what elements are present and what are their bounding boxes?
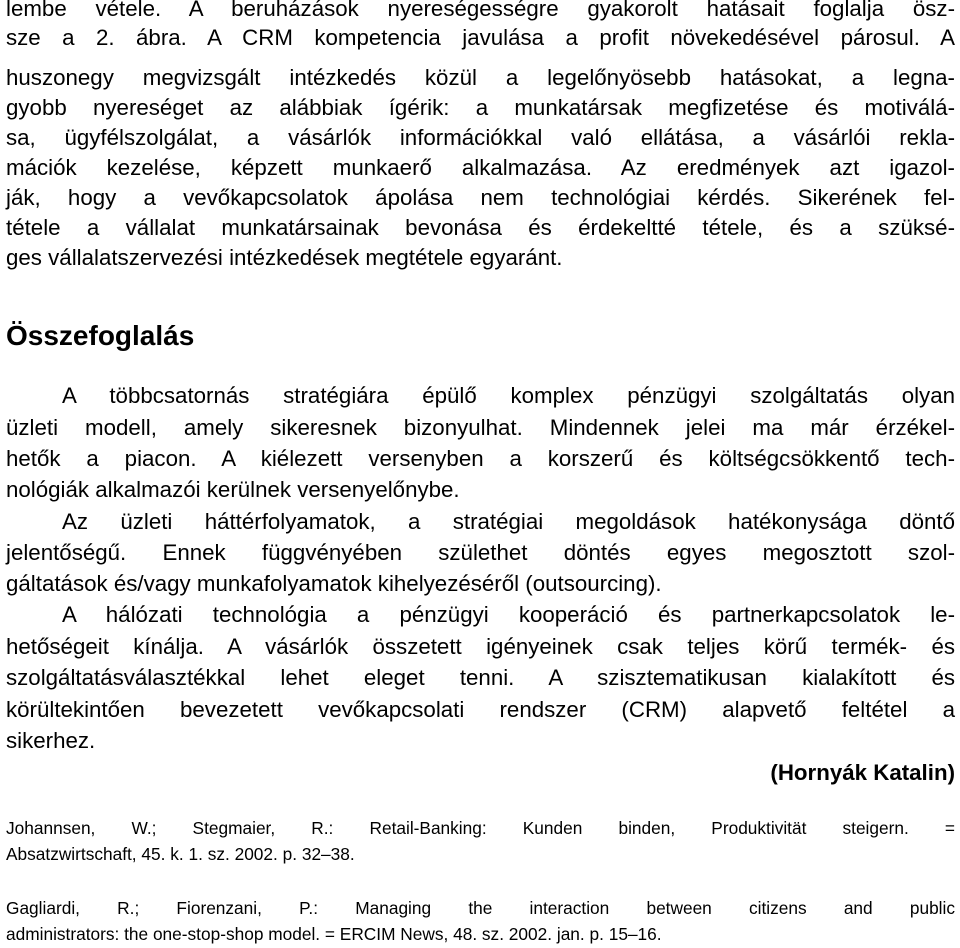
text-line: A hálózati technológia a pénzügyi kooperáció és partnerkapcsolatok le- xyxy=(62,602,955,627)
text-line: nológiák alkalmazói kerülnek versenyelőnybe. xyxy=(6,477,460,502)
text-line: üzleti modell, amely sikeresnek bizonyulhat. Mindennek jelei ma már érzékel- xyxy=(6,415,955,440)
text-line: sze a 2. ábra. A CRM kompetencia javulása a profit növekedésével párosul. A xyxy=(6,25,955,50)
text-line: huszonegy megvizsgált intézkedés közül a legelőnyösebb hatásokat, a legna- xyxy=(6,65,955,90)
text-line: ják, hogy a vevőkapcsolatok ápolása nem technológiai kérdés. Sikerének fel- xyxy=(6,185,955,210)
text-line: hetők a piacon. A kiélezett versenyben a korszerű és költségcsökkentő tech- xyxy=(6,446,955,471)
text-line: sikerhez. xyxy=(6,728,96,753)
text-line: Az üzleti háttérfolyamatok, a stratégiai megoldások hatékonysága döntő xyxy=(62,509,955,534)
text-line: hetőségeit kínálja. A vásárlók összetett igényeinek csak teljes körű termék- és xyxy=(6,634,955,659)
text-line: körültekintően bevezetett vevőkapcsolati rendszer (CRM) alapvető feltétel a xyxy=(6,697,955,722)
section-heading: Összefoglalás xyxy=(6,320,195,351)
text-line: szolgáltatásválasztékkal lehet eleget tenni. A szisztematikusan kialakított és xyxy=(6,665,955,690)
text-line: lembe vétele. A beruházások nyereségességre gyakorolt hatásait foglalja ösz- xyxy=(6,0,955,21)
text-line: tétele a vállalat munkatársainak bevonása és érdekeltté tétele, és a szüksé- xyxy=(6,215,955,240)
author-signature: (Hornyák Katalin) xyxy=(770,760,955,785)
reference-line: administrators: the one-stop-shop model. = ERCIM News, 48. sz. 2002. jan. p. 15–16. xyxy=(6,924,662,944)
reference-line: Gagliardi, R.; Fiorenzani, P.: Managing the interaction between citizens and public xyxy=(6,898,955,918)
text-line: ges vállalatszervezési intézkedések megtétele egyaránt. xyxy=(6,245,563,270)
text-line: A többcsatornás stratégiára épülő komplex pénzügyi szolgáltatás olyan xyxy=(62,383,955,408)
text-line: gáltatások és/vagy munkafolyamatok kihelyezéséről (outsourcing). xyxy=(6,571,662,596)
text-line: gyobb nyereséget az alábbiak ígérik: a munkatársak megfizetése és motiválá- xyxy=(6,95,955,120)
text-line: sa, ügyfélszolgálat, a vásárlók információkkal való ellátása, a vásárlói rekla- xyxy=(6,125,955,150)
reference-line: Absatzwirtschaft, 45. k. 1. sz. 2002. p. 32–38. xyxy=(6,844,355,864)
text-line: jelentőségű. Ennek függvényében születhet döntés egyes megosztott szol- xyxy=(6,540,955,565)
reference-line: Johannsen, W.; Stegmaier, R.: Retail-Banking: Kunden binden, Produktivität steigern. = xyxy=(6,818,955,838)
text-line: mációk kezelése, képzett munkaerő alkalmazása. Az eredmények azt igazol- xyxy=(6,155,955,180)
